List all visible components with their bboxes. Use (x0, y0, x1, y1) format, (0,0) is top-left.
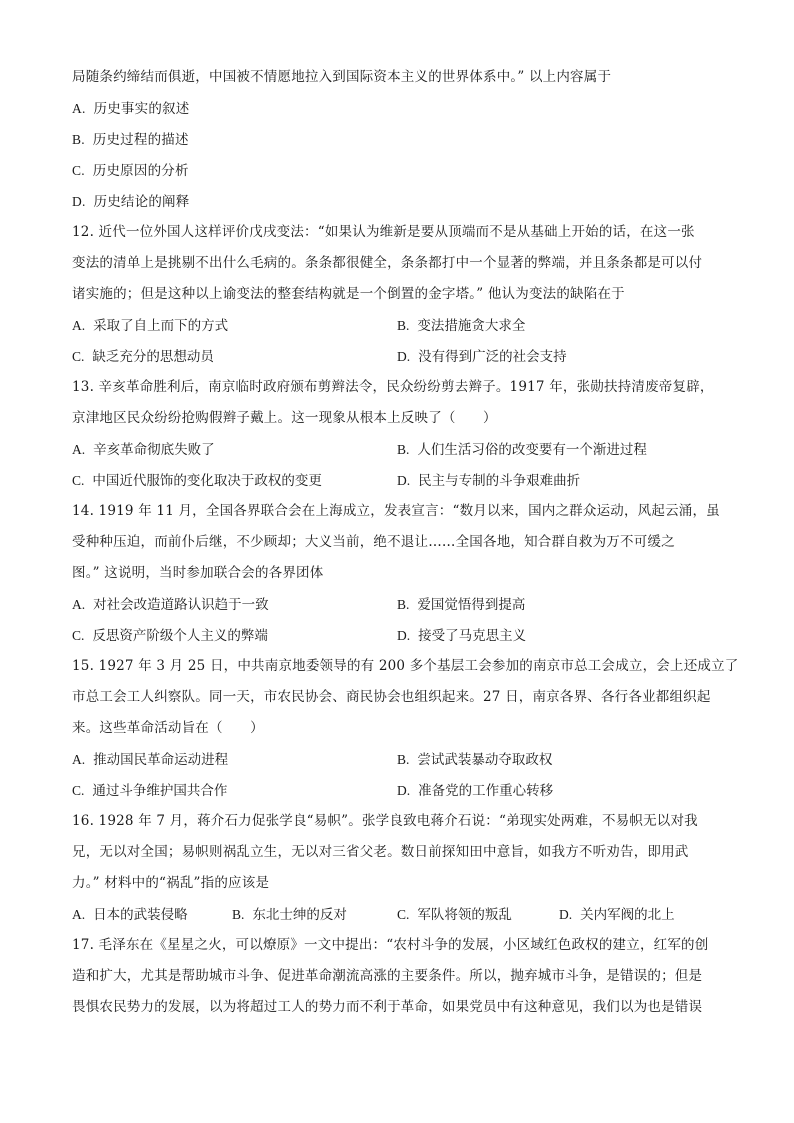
q12-stem-line: 变法的清单上是挑剔不出什么毛病的。条条都很健全，条条都打中一个显著的弊端，并且条条都是可以付 (72, 255, 703, 271)
q12-stem-line: 诸实施的；但是这种以上谕变法的整套结构就是一个倒置的金字塔。” 他认为变法的缺陷在于 (72, 286, 625, 302)
q12-option-a: A. 采取了自上而下的方式 (72, 318, 229, 334)
q16-stem-line: 16. 1928 年 7 月，蒋介石力促张学良“易帜”。张学良致电蒋介石说：“弟现实处两难，不易帜无以对我 (72, 813, 698, 829)
q17-stem-line: 17. 毛泽东在《星星之火，可以燎原》一文中提出：“农村斗争的发展，小区域红色政权的建立，红军的创 (72, 937, 709, 953)
q13-option-b: B. 人们生活习俗的改变要有一个渐进过程 (397, 442, 647, 458)
q11-option-b: B. 历史过程的描述 (72, 132, 189, 148)
q17-stem-line: 畏惧农民势力的发展，以为将超过工人的势力而不利于革命，如果党员中有这种意见，我们以为也是错误 (72, 999, 703, 1015)
q14-option-c: C. 反思资产阶级个人主义的弊端 (72, 628, 268, 644)
q14-options-row (72, 620, 732, 651)
q12-stem-line: 12. 近代一位外国人这样评价戊戌变法：“如果认为维新是要从顶端而不是从基础上开始的话，在这一张 (72, 224, 695, 240)
q16-stem-line: 力。” 材料中的“祸乱”指的应该是 (72, 875, 270, 891)
q13-option-a: A. 辛亥革命彻底失败了 (72, 442, 215, 458)
q15-option-d: D. 准备党的工作重心转移 (397, 783, 554, 799)
q11-stem-tail: 局随条约缔结而俱逝，中国被不情愿地拉入到国际资本主义的世界体系中。” 以上内容属于 (72, 69, 612, 85)
q14-stem-line: 14. 1919 年 11 月，全国各界联合会在上海成立，发表宣言：“数月以来，国内之群众运动，风起云涌，虽 (72, 503, 720, 519)
q16-option-d: D. 关内军阀的北上 (559, 907, 675, 923)
q13-option-d: D. 民主与专制的斗争艰难曲折 (397, 473, 581, 489)
q12-options-row (72, 310, 732, 341)
q14-options-row (72, 589, 732, 620)
q16-stem-line: 兄，无以对全国；易帜则祸乱立生，无以对三省父老。数日前探知田中意旨，如我方不听劝告，即用武 (72, 844, 689, 860)
q15-stem-line: 来。这些革命活动旨在（ ） (72, 720, 264, 736)
q13-stem-line: 京津地区民众纷纷抢购假辫子戴上。这一现象从根本上反映了（ ） (72, 410, 497, 426)
q14-option-d: D. 接受了马克思主义 (397, 628, 527, 644)
q12-option-c: C. 缺乏充分的思想动员 (72, 349, 214, 365)
q11-option-c: C. 历史原因的分析 (72, 163, 189, 179)
q15-stem-line: 市总工会工人纠察队。同一天，市农民协会、商民协会也组织起来。27 日，南京各界、各行各业都组织起 (72, 689, 711, 705)
q16-option-a: A. 日本的武装侵略 (72, 907, 188, 923)
q16-option-b: B. 东北士绅的反对 (232, 907, 347, 923)
q16-options-row (72, 899, 732, 930)
q14-stem-line: 图。” 这说明，当时参加联合会的各界团体 (72, 565, 324, 581)
q14-option-a: A. 对社会改造道路认识趋于一致 (72, 597, 269, 613)
q14-stem-line: 受种种压迫，而前仆后继，不少顾却；大义当前，绝不退让……全国各地，知合群自救为万不可缓之 (72, 534, 675, 550)
q13-options-row (72, 465, 732, 496)
exam-page (72, 62, 739, 1023)
q12-option-d: D. 没有得到广泛的社会支持 (397, 349, 567, 365)
q12-option-b: B. 变法措施贪大求全 (397, 318, 526, 334)
q13-options-row (72, 434, 732, 465)
q15-option-a: A. 推动国民革命运动进程 (72, 752, 229, 768)
q11-option-a: A. 历史事实的叙述 (72, 101, 190, 117)
q12-options-row (72, 341, 732, 372)
q17-stem-line: 造和扩大，尤其是帮助城市斗争、促进革命潮流高涨的主要条件。所以，抛弃城市斗争，是错误的；但是 (72, 968, 703, 984)
q16-option-c: C. 军队将领的叛乱 (397, 907, 512, 923)
q14-option-b: B. 爱国觉悟得到提高 (397, 597, 526, 613)
q11-option-d: D. 历史结论的阐释 (72, 194, 190, 210)
q13-option-c: C. 中国近代服饰的变化取决于政权的变更 (72, 473, 322, 489)
q13-stem-line: 13. 辛亥革命胜利后，南京临时政府颁布剪辫法令，民众纷纷剪去辫子。1917 年，张勋扶持清废帝复辟， (72, 379, 714, 395)
q15-stem-line: 15. 1927 年 3 月 25 日，中共南京地委领导的有 200 多个基层工会参加的南京市总工会成立，会上还成立了 (72, 658, 739, 674)
q15-option-b: B. 尝试武装暴动夺取政权 (397, 752, 553, 768)
q15-options-row (72, 775, 732, 806)
q15-options-row (72, 744, 732, 775)
q15-option-c: C. 通过斗争维护国共合作 (72, 783, 228, 799)
